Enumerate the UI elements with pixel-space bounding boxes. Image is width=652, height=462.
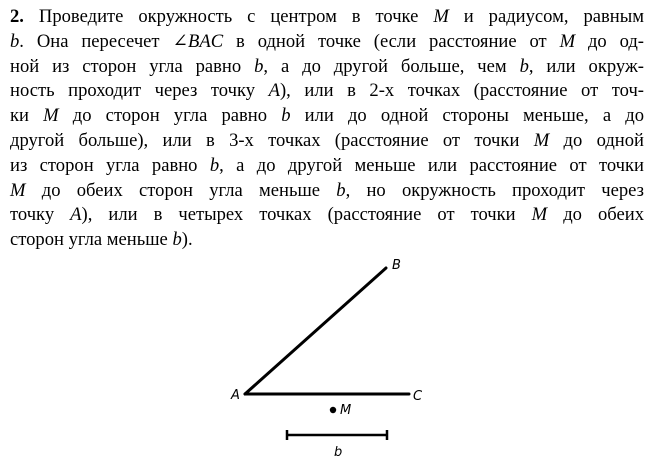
- math-variable: M: [10, 179, 26, 201]
- math-variable: BAC: [188, 30, 224, 52]
- math-variable: b: [10, 30, 20, 52]
- text-fragment: ной из сторон угла равно: [10, 55, 255, 77]
- label-b: B: [392, 258, 401, 273]
- text-fragment: другой больше), или в 3-х точках (расстояние от точки: [10, 129, 534, 151]
- math-variable: A: [70, 204, 82, 226]
- text-fragment: сторон угла меньше: [10, 229, 173, 251]
- text-fragment: , или окруж-: [528, 55, 644, 77]
- problem-number: 2.: [10, 6, 24, 27]
- math-variable: b: [172, 229, 182, 251]
- point-m: [330, 407, 336, 413]
- text-fragment: в одной точке (если расстояние от: [223, 30, 560, 52]
- math-variable: M: [433, 6, 449, 27]
- math-variable: b: [336, 179, 346, 201]
- text-fragment: ).: [181, 229, 193, 251]
- label-m: M: [340, 403, 352, 418]
- math-variable: b: [281, 105, 291, 127]
- math-variable: b: [209, 154, 220, 176]
- math-variable: M: [531, 204, 548, 226]
- text-fragment: ки: [10, 105, 44, 127]
- math-variable: M: [43, 105, 59, 127]
- math-variable: M: [559, 30, 576, 52]
- math-variable: b: [519, 55, 529, 77]
- text-fragment: до од-: [575, 30, 644, 52]
- text-fragment: ность проходит через точку: [10, 80, 269, 102]
- label-c: C: [413, 389, 423, 404]
- ray-ab: [245, 268, 386, 394]
- text-fragment: или до одной стороны меньше, а до: [290, 105, 644, 127]
- math-variable: b: [254, 55, 264, 77]
- text-fragment: , а до другой больше, чем: [263, 55, 520, 77]
- math-variable: A: [268, 80, 280, 102]
- text-fragment: из сторон угла равно: [10, 154, 210, 176]
- label-segment-b: b: [334, 445, 343, 460]
- text-fragment: до обеих: [547, 204, 644, 226]
- text-fragment: до сторон угла равно: [58, 105, 282, 127]
- text-fragment: до одной: [549, 129, 644, 151]
- text-fragment: , но окружность проходит через: [345, 179, 644, 201]
- text-fragment: Проведите окружность с центром в точке: [38, 6, 434, 27]
- text-fragment: и радиусом, равным: [448, 6, 644, 27]
- text-fragment: ), или в 2-х точках (расстояние от точ-: [279, 80, 644, 102]
- math-variable: M: [533, 129, 550, 151]
- text-fragment: точку: [10, 204, 71, 226]
- text-fragment: , а до другой меньше или расстояние от точки: [219, 154, 645, 176]
- text-fragment: до обеих сторон угла меньше: [25, 179, 337, 201]
- text-fragment: . Она пересечет ∠: [19, 30, 189, 52]
- text-fragment: ), или в четырех точках (расстояние от точки: [81, 204, 532, 226]
- label-a: A: [231, 388, 240, 403]
